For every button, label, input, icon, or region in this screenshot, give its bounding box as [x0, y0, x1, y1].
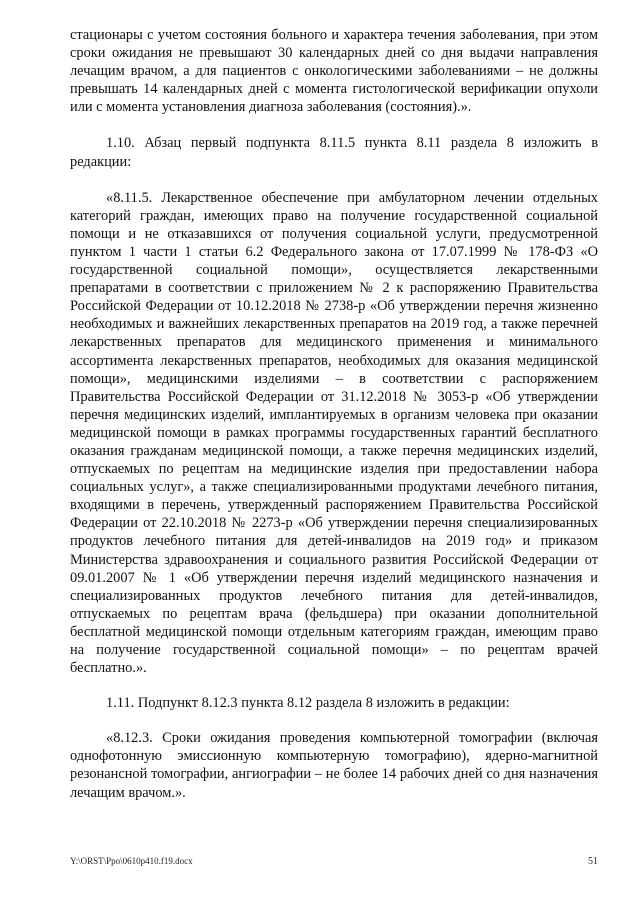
paragraph-continuation: стационары с учетом состояния больного и характера течения заболевания, при этом сроки ожидания не превышают 30 календарных дней со дня выдачи направления лечащим врачом, а для пациентов с онкологическими заболеваниями – не должны превышать 14 календарных дней с момента гистологической верификации опухоли или с момента установления диагноза заболевания (состояния).». — [70, 27, 598, 116]
paragraph-item-1-11: 1.11. Подпункт 8.12.3 пункта 8.12 раздела 8 изложить в редакции: — [106, 695, 510, 712]
page-number: 51 — [588, 856, 598, 867]
paragraph-quote-8-11-5: «8.11.5. Лекарственное обеспечение при амбулаторном лечении отдельных категорий граждан, имеющих право на получение государственной социальной помощи и не отказавшихся от получения социальной услуги, предусмотренной пунктом 1 части 1 статьи 6.2 Федерального закона от 17.07.1999 № 178-ФЗ «О государственной социальной помощи», осуществляется лекарственными препаратами в соответствии с приложением № 2 к распоряжению Правительства Российской Федерации от 10.12.2018 № 2738-р «Об утверждении перечня жизненно необходимых и важнейших лекарственных препаратов на 2019 год, а также перечней лекарственных препаратов для медицинского применения и минимального ассортимента лекарственных препаратов, необходимых для оказания медицинской помощи», медицинскими изделиями – в соответствии с распоряжением Правительства Российской Федерации от 31.12.2018 № 3053-р «Об утверждении перечня медицинских изделий, имплантируемых в организм человека при оказании медицинской помощи в рамках программы государственных гарантий бесплатного оказания гражданам медицинской помощи, а также перечня медицинских изделий, отпускаемых по рецептам на медицинские изделия при предоставлении набора социальных услуг», а также специализированными продуктами лечебного питания, входящими в перечень, утвержденный распоряжением Правительства Российской Федерации от 22.10.2018 № 2273-р «Об утверждении перечня специализированных продуктов лечебного питания для детей-инвалидов на 2019 год» и приказом Министерства здравоохранения и социального развития Российской Федерации от 09.01.2007 № 1 «Об утверждении перечня изделий медицинского назначения и специализированных продуктов лечебного питания для детей-инвалидов, отпускаемых по рецептам врача (фельдшера) при оказании дополнительной бесплатной медицинской помощи отдельным категориям граждан, имеющим право на получение государственной социальной помощи» – по рецептам врачей бесплатно.». — [70, 189, 598, 677]
paragraph-quote-8-12-3: «8.12.3. Сроки ожидания проведения компьютерной томографии (включая однофотонную эмиссионную компьютерную томографию), ядерно-магнитной резонансной томографии, ангиографии – не более 14 рабочих дней со дня назначения лечащим врачом.». — [70, 730, 598, 801]
footer-file-path: Y:\ORST\Ppo\0610p410.f19.docx — [70, 856, 193, 866]
document-page — [70, 26, 598, 802]
paragraph-item-1-10: 1.10. Абзац первый подпункта 8.11.5 пункта 8.11 раздела 8 изложить в редакции: — [70, 135, 598, 170]
